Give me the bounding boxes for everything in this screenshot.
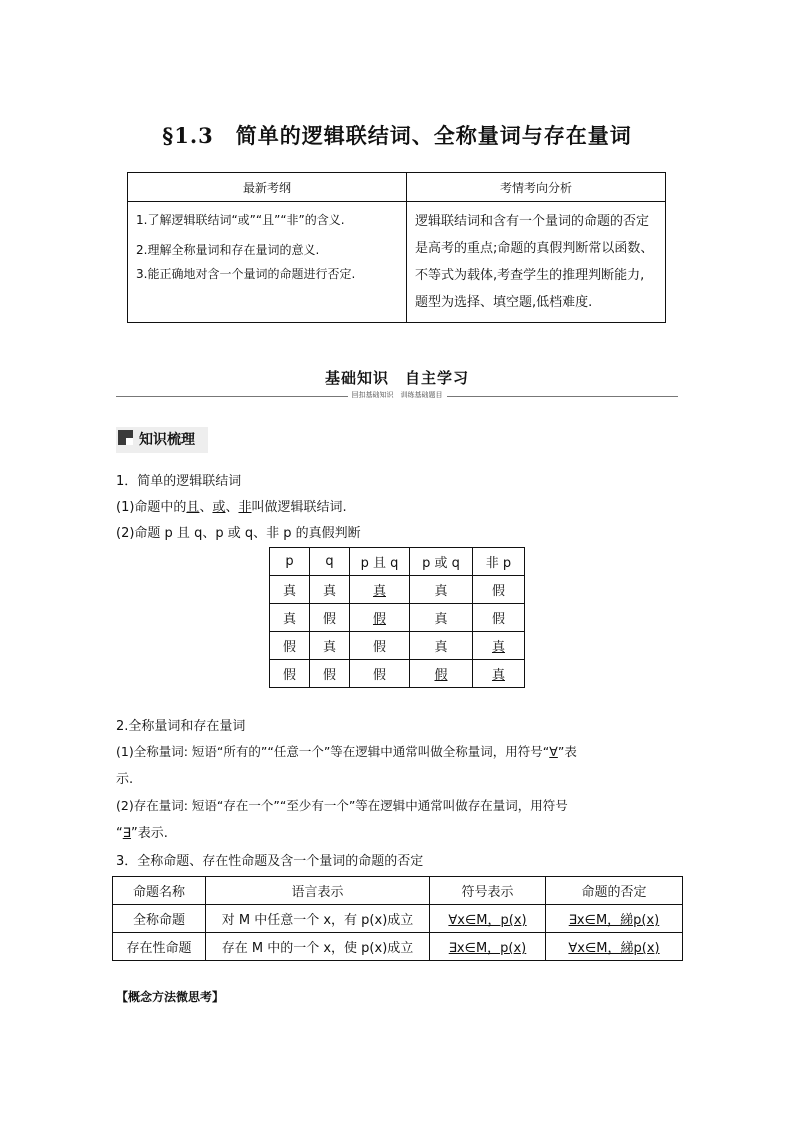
- text-segment: ”表示.: [130, 826, 168, 841]
- blank-or: 或: [212, 500, 226, 515]
- outline-item-1: 1.了解逻辑联结词“或”“且”“非”的含义.: [136, 213, 345, 227]
- cell: ∃x∈M，綈p(x): [546, 905, 683, 933]
- text-segment: (1)命题中的: [116, 500, 187, 515]
- part2-exist-line: (2)存在量词: 短语“存在一个”“至少有一个”等在逻辑中通常叫做存在量词，用符号: [116, 798, 568, 813]
- th-p-or-q: p 或 q: [410, 548, 473, 576]
- blank-not: 非: [238, 500, 252, 515]
- th-not-p: 非 p: [473, 548, 525, 576]
- outline-item-3: 3.能正确地对含一个量词的命题进行否定.: [136, 267, 356, 281]
- cell: 真: [310, 576, 350, 604]
- outline-header-left: 最新考纲: [128, 173, 407, 202]
- truth-table-header: [270, 548, 525, 576]
- exists-symbol: ∃: [122, 826, 131, 841]
- table-row: [270, 604, 525, 632]
- exam-outline-table: [127, 172, 666, 323]
- cell: 对 M 中任意一个 x，有 p(x)成立: [206, 905, 430, 933]
- quantifier-table: [112, 876, 683, 961]
- cell: 真: [270, 576, 310, 604]
- section-caption: 回扣基础知识 训练基础题目: [348, 391, 447, 399]
- part2-heading: 2.全称量词和存在量词: [116, 719, 246, 734]
- cell: 真: [473, 660, 525, 688]
- cell: 真: [270, 604, 310, 632]
- cell: 假: [350, 660, 410, 688]
- table-row: [113, 905, 683, 933]
- th-p: p: [270, 548, 310, 576]
- cell: 假: [473, 576, 525, 604]
- part1-line2: (2)命题 p 且 q、p 或 q、非 p 的真假判断: [116, 526, 361, 541]
- cell: 假: [410, 660, 473, 688]
- text-segment: 、: [225, 500, 239, 515]
- cell: 真: [410, 604, 473, 632]
- section-caption-wrap: [0, 390, 794, 400]
- cell: 假: [310, 604, 350, 632]
- th-negation: 命题的否定: [546, 877, 683, 905]
- cell: 真: [473, 632, 525, 660]
- outline-left-cell: [128, 202, 407, 323]
- blank-and: 且: [186, 500, 200, 515]
- cell: 假: [350, 632, 410, 660]
- outline-item-2: 2.理解全称量词和存在量词的意义.: [136, 243, 320, 257]
- th-symbol: 符号表示: [430, 877, 546, 905]
- section-heading: 基础知识 自主学习: [324, 369, 469, 387]
- cell: 存在 M 中的一个 x，使 p(x)成立: [206, 933, 430, 961]
- part2-exist-line-cont: [116, 822, 168, 841]
- page-title: §1.3 简单的逻辑联结词、全称量词与存在量词: [162, 123, 632, 148]
- th-q: q: [310, 548, 350, 576]
- knowledge-label: 知识梳理: [139, 432, 195, 448]
- cell: ∀x∈M，p(x): [430, 905, 546, 933]
- text-segment: (1)全称量词: 短语“所有的”“任意一个”等在逻辑中通常叫做全称量词，用符号“: [116, 744, 550, 759]
- cell: 假: [473, 604, 525, 632]
- text-segment: ”表: [557, 744, 577, 759]
- cell: 假: [310, 660, 350, 688]
- table-row: [113, 933, 683, 961]
- cell: ∃x∈M，p(x): [430, 933, 546, 961]
- table-row: [270, 660, 525, 688]
- part2-universal-line: [116, 742, 577, 760]
- outline-right-cell: 逻辑联结词和含有一个量词的命题的否定是高考的重点;命题的真假判断常以函数、不等式为载体,考查学生的推理判断能力,题型为选择、填空题,低档难度.: [407, 202, 666, 323]
- th-p-and-q: p 且 q: [350, 548, 410, 576]
- cell: ∀x∈M，綈p(x): [546, 933, 683, 961]
- table-row: [270, 632, 525, 660]
- text-segment: “: [116, 826, 123, 841]
- part1-line1: [116, 496, 347, 515]
- part1-heading: 1．简单的逻辑联结词: [116, 474, 242, 489]
- forall-symbol: ∀: [549, 744, 558, 759]
- cell: 真: [350, 576, 410, 604]
- outline-header-right: 考情考向分析: [407, 173, 666, 202]
- text-segment: 、: [199, 500, 213, 515]
- th-proposition-name: 命题名称: [113, 877, 206, 905]
- cell: 假: [270, 660, 310, 688]
- truth-table: [269, 547, 525, 688]
- part2-universal-line-cont: 示.: [116, 772, 134, 787]
- table-row: [270, 576, 525, 604]
- footer-label: 【概念方法微思考】: [116, 990, 225, 1004]
- part3-heading: 3．全称命题、存在性命题及含一个量词的命题的否定: [116, 854, 424, 869]
- cell: 全称命题: [113, 905, 206, 933]
- cell: 存在性命题: [113, 933, 206, 961]
- th-language: 语言表示: [206, 877, 430, 905]
- cell: 真: [310, 632, 350, 660]
- cell: 假: [270, 632, 310, 660]
- cell: 假: [350, 604, 410, 632]
- cell: 真: [410, 576, 473, 604]
- knowledge-square-icon: [118, 430, 133, 445]
- quantifier-table-header: [113, 877, 683, 905]
- cell: 真: [410, 632, 473, 660]
- text-segment: 叫做逻辑联结词.: [251, 500, 347, 515]
